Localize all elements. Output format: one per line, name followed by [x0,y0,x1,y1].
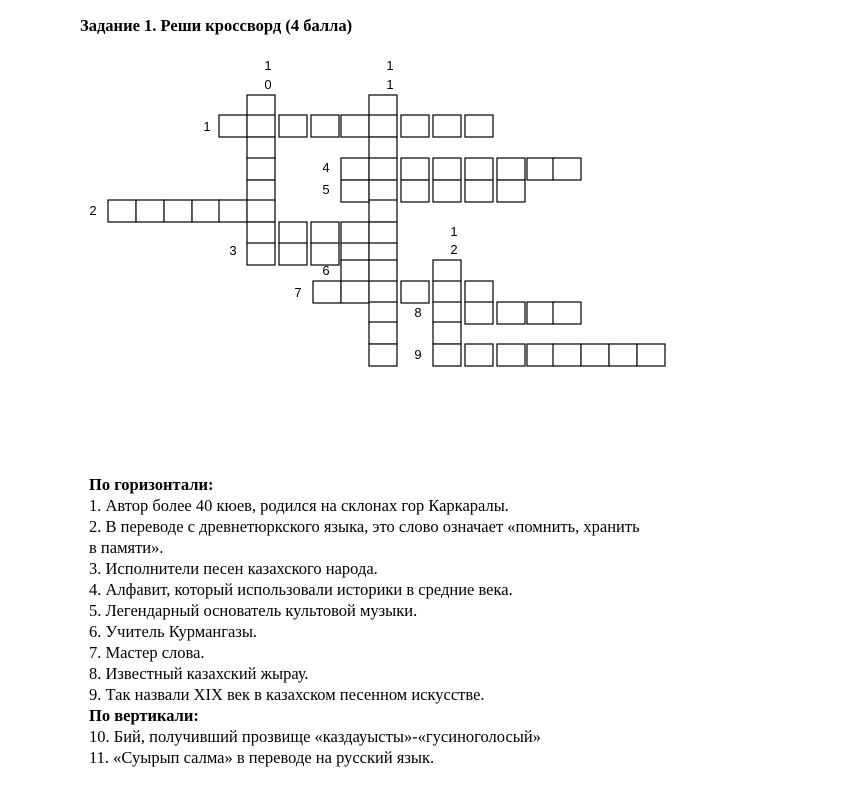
clue-number-label: 6 [322,263,330,278]
crossword-cell[interactable] [279,222,307,244]
crossword-cell[interactable] [247,95,275,117]
crossword-cell[interactable] [401,180,429,202]
crossword-cell[interactable] [553,344,581,366]
crossword-cell[interactable] [341,281,369,303]
down-clue-11: 11. «Суырып салма» в переводе на русский язык. [89,748,435,767]
crossword-cell[interactable] [164,200,192,222]
crossword-cell[interactable] [581,344,609,366]
crossword-cell[interactable] [369,200,397,222]
clue-number-label: 1 [386,77,394,92]
crossword-cell[interactable] [247,115,275,137]
clue-number-label: 1 [450,224,458,239]
crossword-cell[interactable] [433,260,461,282]
crossword-cell[interactable] [465,115,493,137]
crossword-cell[interactable] [341,222,369,244]
crossword-cell[interactable] [433,281,461,303]
crossword-cell[interactable] [433,322,461,344]
crossword-cell[interactable] [401,281,429,303]
crossword-cell[interactable] [279,115,307,137]
across-clue-3: 3. Исполнители песен казахского народа. [89,559,378,578]
crossword-cell[interactable] [136,200,164,222]
clue-number-label: 1 [264,58,272,73]
crossword-cell[interactable] [369,95,397,117]
clue-number-label: 9 [414,347,422,362]
crossword-cell[interactable] [192,200,220,222]
across-clue-2-continued: в памяти». [89,538,164,557]
crossword-cell[interactable] [369,222,397,244]
crossword-cell[interactable] [279,243,307,265]
clue-number-label: 5 [322,182,330,197]
clue-number-label: 3 [229,243,237,258]
crossword-cell[interactable] [219,200,247,222]
clue-number-label: 0 [264,77,272,92]
across-clue-1: 1. Автор более 40 кюев, родился на склонах гор Каркаралы. [89,496,509,515]
crossword-cell[interactable] [369,281,397,303]
across-clue-7: 7. Мастер слова. [89,643,205,662]
crossword-cell[interactable] [527,344,555,366]
crossword-cell[interactable] [311,243,339,265]
crossword-cell[interactable] [369,260,397,282]
crossword-cell[interactable] [311,115,339,137]
crossword-cell[interactable] [341,180,369,202]
crossword-cell[interactable] [247,158,275,180]
crossword-cell[interactable] [497,180,525,202]
crossword-cell[interactable] [341,115,369,137]
crossword-cell[interactable] [433,180,461,202]
crossword-cell[interactable] [465,180,493,202]
across-clue-8: 8. Известный казахский жырау. [89,664,309,683]
crossword-cell[interactable] [369,302,397,324]
clues-section [89,474,789,768]
crossword-cell[interactable] [433,115,461,137]
crossword-cell[interactable] [497,302,525,324]
crossword-cell[interactable] [433,302,461,324]
crossword-cell[interactable] [341,260,369,282]
across-clue-9: 9. Так назвали XIX век в казахском песенном искусстве. [89,685,485,704]
crossword-cell[interactable] [247,222,275,244]
task-title: Задание 1. Реши кроссворд (4 балла) [80,16,353,35]
crossword-cell[interactable] [369,115,397,137]
across-clue-5: 5. Легендарный основатель культовой музыки. [89,601,418,620]
crossword-cell[interactable] [465,281,493,303]
crossword-cell[interactable] [369,344,397,366]
clue-number-label: 1 [203,119,211,134]
clue-number-label: 2 [89,203,97,218]
crossword-cell[interactable] [369,158,397,180]
crossword-cell[interactable] [247,243,275,265]
crossword-cell[interactable] [637,344,665,366]
crossword-cell[interactable] [465,158,493,180]
crossword-cell[interactable] [341,158,369,180]
crossword-cell[interactable] [527,302,555,324]
clue-number-label: 4 [322,160,330,175]
crossword-cell[interactable] [369,137,397,159]
crossword-cell[interactable] [553,302,581,324]
down-heading: По вертикали: [89,706,199,725]
crossword-cell[interactable] [247,180,275,202]
crossword-cell[interactable] [369,180,397,202]
across-clue-4: 4. Алфавит, который использовали историки в средние века. [89,580,513,599]
clue-number-label: 8 [414,305,422,320]
down-clue-10: 10. Бий, получивший прозвище «каздауысты»-«гусиноголосый» [89,727,541,746]
across-clue-6: 6. Учитель Курмангазы. [89,622,258,641]
crossword-cell[interactable] [401,158,429,180]
crossword-cell[interactable] [433,158,461,180]
crossword-cell[interactable] [433,344,461,366]
crossword-cell[interactable] [553,158,581,180]
clue-number-label: 2 [450,242,458,257]
crossword-cell[interactable] [465,344,493,366]
crossword-cell[interactable] [527,158,555,180]
crossword-cell[interactable] [219,115,247,137]
crossword-cell[interactable] [313,281,341,303]
crossword-cell[interactable] [369,322,397,344]
crossword-cell[interactable] [497,344,525,366]
across-clue-2: 2. В переводе с древнетюркского языка, это слово означает «помнить, хранить [89,517,640,536]
across-heading: По горизонтали: [89,475,214,494]
crossword-cell[interactable] [401,115,429,137]
crossword-cell[interactable] [497,158,525,180]
clue-number-label: 1 [386,58,394,73]
crossword-cell[interactable] [108,200,136,222]
crossword-cell[interactable] [247,137,275,159]
crossword-cell[interactable] [311,222,339,244]
crossword-cell[interactable] [609,344,637,366]
crossword-cell[interactable] [465,302,493,324]
clue-number-label: 7 [294,285,302,300]
crossword-cell[interactable] [247,200,275,222]
